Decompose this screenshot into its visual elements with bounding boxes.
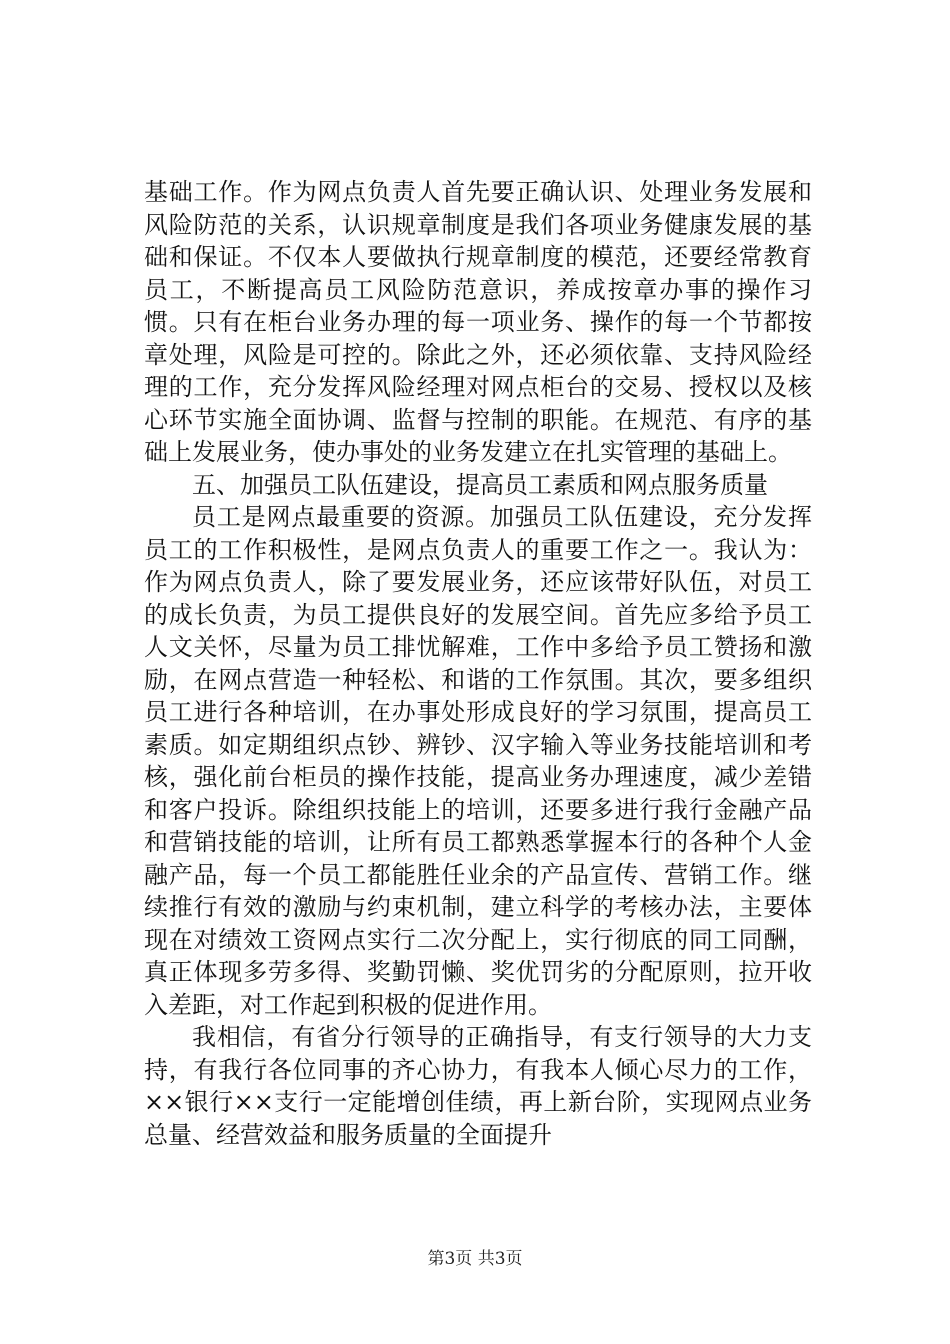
paragraph-staff-development: 员工是网点最重要的资源。加强员工队伍建设，充分发挥员工的工作积极性，是网点负责人的重要工作之一。我认为：作为网点负责人，除了要发展业务，还应该带好队伍，对员工的成长负责，为员工提供良好的发展空间。首先应多给予员工人文关怀，尽量为员工排忧解难，工作中多给予员工赞扬和激励，在网点营造一种轻松、和谐的工作氛围。其次，要多组织员工进行各种培训，在办事处形成良好的学习氛围，提高员工素质。如定期组织点钞、辨钞、汉字输入等业务技能培训和考核，强化前台柜员的操作技能，提高业务办理速度，减少差错和客户投诉。除组织技能上的培训，还要多进行我行金融产品和营销技能的培训，让所有员工都熟悉掌握本行的各种个人金融产品，每一个员工都能胜任业余的产品宣传、营销工作。继续推行有效的激励与约束机制，建立科学的考核办法，主要体现在对绩效工资网点实行二次分配上，实行彻底的同工同酬，真正体现多劳多得、奖勤罚懒、奖优罚劣的分配原则，拉开收入差距，对工作起到积极的促进作用。	[144, 503, 812, 1019]
section-heading-five: 五、加强员工队伍建设，提高员工素质和网点服务质量	[192, 470, 768, 499]
paragraph-conclusion: 我相信，有省分行领导的正确指导，有支行领导的大力支持，有我行各位同事的齐心协力，有我本人倾心尽力的工作，××银行××支行一定能增创佳绩，再上新台阶，实现网点业务总量、经营效益和服务质量的全面提升	[144, 1023, 812, 1149]
page-number-footer: 第3页 共3页	[427, 1249, 523, 1269]
document-body	[144, 176, 812, 1151]
paragraph-risk-management: 基础工作。作为网点负责人首先要正确认识、处理业务发展和风险防范的关系，认识规章制度是我们各项业务健康发展的基础和保证。不仅本人要做执行规章制度的模范，还要经常教育员工，不断提高员工风险防范意识，养成按章办事的操作习惯。只有在柜台业务办理的每一项业务、操作的每一个节都按章处理，风险是可控的。除此之外，还必须依靠、支持风险经理的工作，充分发挥风险经理对网点柜台的交易、授权以及核心环节实施全面协调、监督与控制的职能。在规范、有序的基础上发展业务，使办事处的业务发建立在扎实管理的基础上。	[144, 178, 812, 466]
